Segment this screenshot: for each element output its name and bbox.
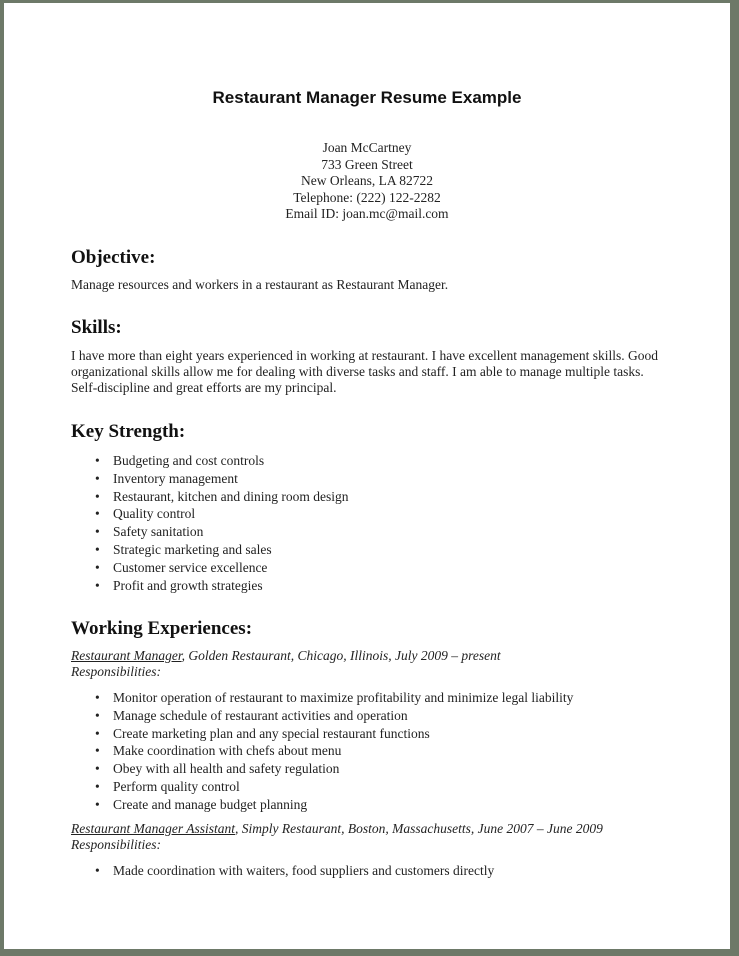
list-item: • Obey with all health and safety regulation (95, 761, 340, 777)
job-details: , Simply Restaurant, Boston, Massachusetts, June 2007 – June 2009 (235, 821, 603, 836)
list-item: • Restaurant, kitchen and dining room design (95, 488, 349, 504)
job-entry-2 (71, 821, 691, 853)
list-item: • Made coordination with waiters, food suppliers and customers directly (95, 863, 495, 878)
skills-heading: Skills: (71, 317, 122, 338)
list-item: • Manage schedule of restaurant activities and operation (95, 707, 408, 723)
job-details: , Golden Restaurant, Chicago, Illinois, July 2009 – present (181, 648, 501, 663)
contact-city: New Orleans, LA 82722 (301, 173, 433, 188)
skills-text: I have more than eight years experienced in working at restaurant. I have excellent management skills. Good organizational skills allow me for dealing with diverse tasks and staff. I am able to manage multiple tasks. Self-discipline and great efforts are my principal. (71, 348, 659, 395)
contact-phone: Telephone: (222) 122-2282 (293, 189, 441, 205)
job-title-line (71, 821, 691, 837)
job-entry-1 (71, 648, 691, 680)
list-item: • Perform quality control (95, 778, 240, 794)
contact-email: Email ID: joan.mc@mail.com (285, 206, 449, 221)
list-item: • Budgeting and cost controls (95, 453, 265, 468)
objective-text: Manage resources and workers in a restaurant as Restaurant Manager. (71, 277, 449, 292)
list-item: • Inventory management (95, 470, 238, 486)
list-item: • Profit and growth strategies (95, 577, 263, 593)
contact-street: 733 Green Street (321, 156, 413, 172)
list-item: • Monitor operation of restaurant to maximize profitability and minimize legal liability (95, 690, 574, 705)
working-experiences-heading: Working Experiences: (71, 618, 253, 639)
job-1-responsibilities-list (71, 689, 573, 814)
document-title: Restaurant Manager Resume Example (212, 88, 522, 107)
key-strength-heading: Key Strength: (71, 421, 186, 442)
list-item: • Create and manage budget planning (95, 796, 308, 812)
list-item: • Make coordination with chefs about menu (95, 743, 342, 759)
list-item: • Strategic marketing and sales (95, 541, 272, 557)
responsibilities-label: Responsibilities: (71, 837, 161, 852)
list-item: • Safety sanitation (95, 524, 204, 540)
contact-name: Joan McCartney (322, 140, 412, 155)
list-item: • Create marketing plan and any special restaurant functions (95, 725, 430, 741)
contact-block (4, 140, 730, 223)
objective-heading: Objective: (71, 247, 156, 268)
list-item: • Quality control (95, 506, 196, 522)
job-role: Restaurant Manager Assistant (71, 821, 236, 836)
job-role: Restaurant Manager (71, 648, 182, 663)
key-strength-list (71, 452, 348, 594)
responsibilities-label: Responsibilities: (71, 664, 161, 679)
job-title-line (71, 648, 691, 664)
resume-page (4, 3, 730, 949)
list-item: • Customer service excellence (95, 559, 268, 575)
job-2-responsibilities-list (71, 862, 494, 880)
